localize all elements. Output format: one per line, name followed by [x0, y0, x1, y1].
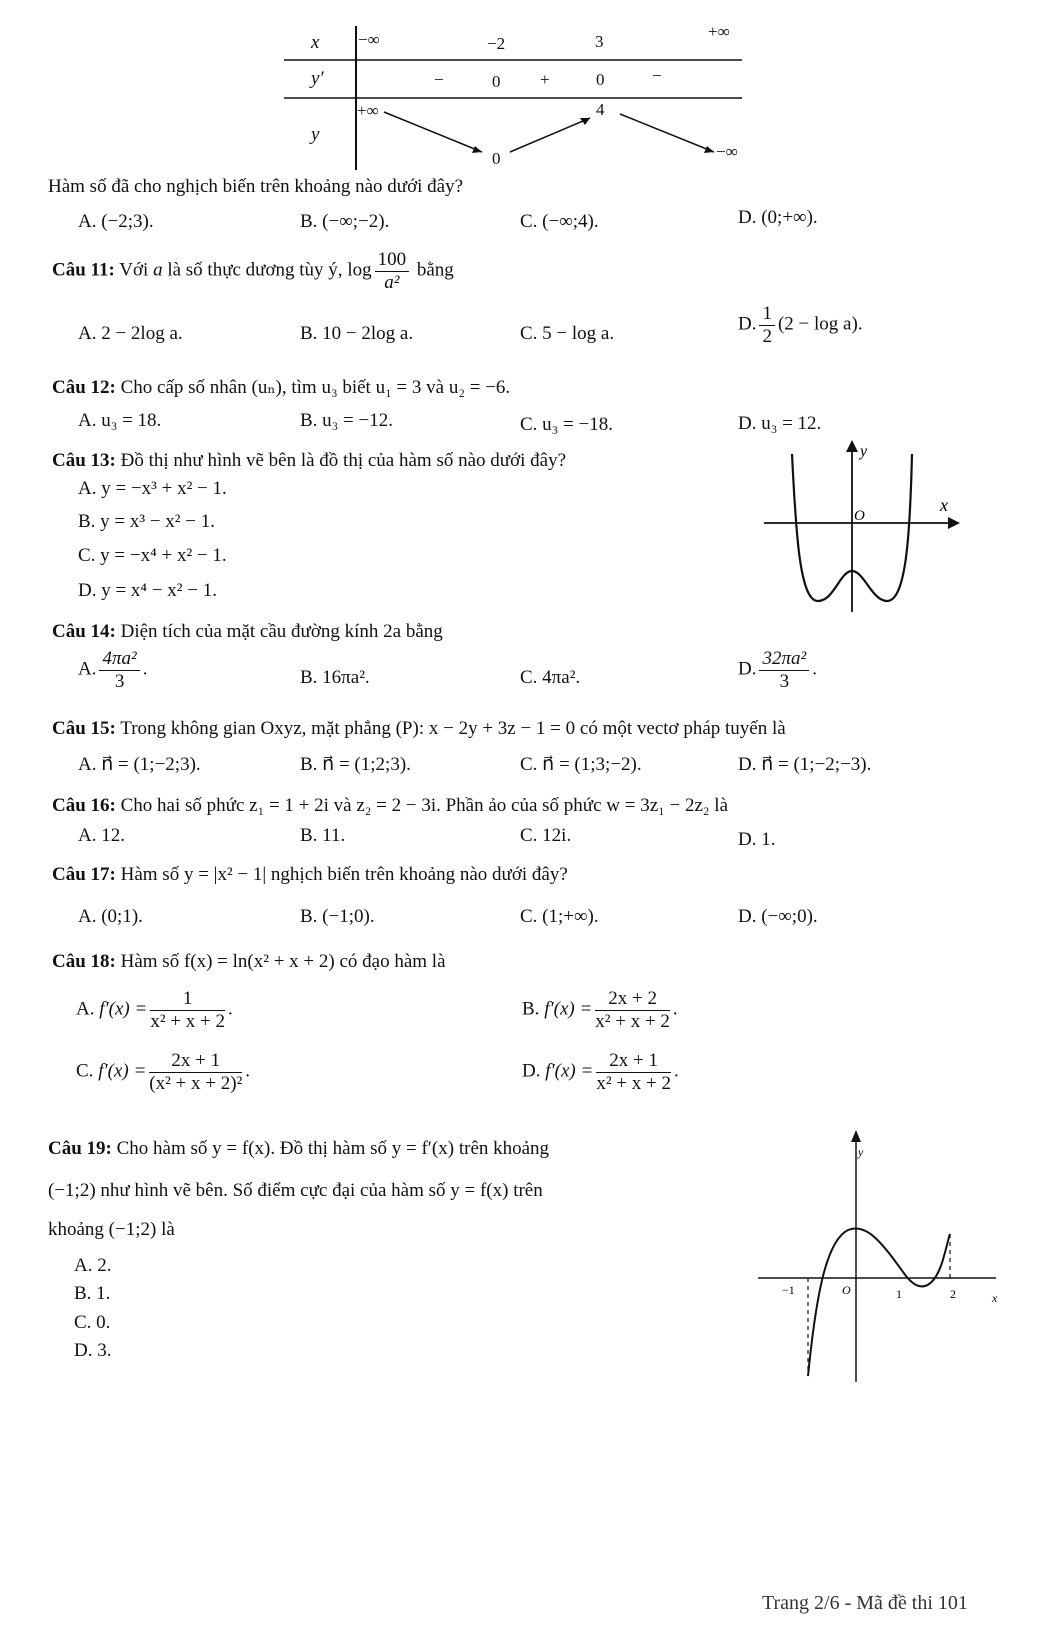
q19-line1-text: Cho hàm số y = f(x). Đồ thị hàm số y = f′(x) trên khoảng	[116, 1138, 550, 1159]
q19-tick-1: 1	[896, 1287, 902, 1301]
q16-label: Câu 16:	[52, 795, 116, 816]
q18-option-a-fraction	[150, 988, 225, 1033]
q18-option-a-lhs: f′(x) =	[99, 998, 148, 1020]
q17-option-a: A. (0;1).	[78, 906, 143, 927]
q13-y-label: y	[860, 443, 868, 460]
q13-option-d: D. y = x⁴ − x² − 1.	[78, 580, 217, 601]
q18-option-d-fraction	[596, 1050, 671, 1095]
q11-option-d	[738, 303, 863, 348]
q13-graph	[760, 436, 965, 616]
q18-option-b-dot: .	[672, 998, 678, 1020]
q12-question	[52, 376, 510, 399]
q18-option-d-lhs: f′(x) =	[545, 1060, 594, 1082]
q18-option-b-fraction	[595, 988, 670, 1033]
q19-option-b: B. 1.	[74, 1283, 111, 1304]
q14-option-d: D. $\frac{\text{32πa²}}{3}$ .	[738, 648, 817, 692]
q18-option-b-den: x² + x + 2	[595, 1010, 670, 1032]
q11-option-d-rest: (2 − log a).	[777, 313, 863, 335]
q19-y-arrow-icon	[851, 1130, 861, 1142]
q13-x-arrow-icon	[948, 517, 960, 529]
q10-option-a: A. (−2;3).	[78, 211, 154, 232]
q13-label: Câu 13:	[52, 450, 116, 471]
q11-log: log	[347, 259, 372, 281]
q14-text: Diện tích của mặt cầu đường kính 2a bằng	[120, 621, 443, 642]
q16-question	[52, 795, 728, 817]
q13-text: Đồ thị như hình vẽ bên là đồ thị của hàm số nào dưới đây?	[120, 450, 567, 471]
q15-label: Câu 15:	[52, 718, 116, 739]
q18-option-d-dot: .	[673, 1060, 679, 1082]
q10-option-b: B. (−∞;−2).	[300, 211, 390, 232]
q18-label: Câu 18:	[52, 951, 116, 972]
q16-option-c: C. 12i.	[520, 825, 572, 846]
q18-option-a-num: 1	[150, 988, 225, 1011]
q14-option-a-fraction	[99, 648, 139, 693]
q18-text: Hàm số f(x) = ln(x² + x + 2) có đạo hàm là	[120, 951, 446, 972]
vt-yprime-zero1: 0	[492, 72, 501, 91]
q12-option-a: A. u₃ = 18.	[78, 410, 162, 431]
q18-option-a-dot: .	[227, 998, 233, 1020]
page-footer: Trang 2/6 - Mã đề thi 101	[762, 1592, 968, 1614]
q17-option-d: D. (−∞;0).	[738, 906, 818, 927]
q17-text: Hàm số y = |x² − 1| nghịch biến trên khoảng nào dưới đây?	[120, 864, 568, 885]
q18-option-c-num: 2x + 1	[149, 1050, 242, 1073]
q13-option-a: A. y = −x³ + x² − 1.	[78, 478, 227, 499]
q10-option-c: C. (−∞;4).	[520, 211, 599, 232]
q11-question	[52, 249, 454, 294]
variation-table-lines	[280, 22, 750, 172]
q13-option-c: C. y = −x⁴ + x² − 1.	[78, 545, 227, 566]
q12-label: Câu 12:	[52, 377, 116, 398]
q19-curve	[808, 1228, 950, 1376]
q16-option-b: B. 11.	[300, 825, 346, 846]
q13-y-arrow-icon	[846, 440, 858, 452]
q19-tick-2: 2	[950, 1287, 956, 1301]
vt-x-3: 3	[595, 32, 604, 51]
q11-option-b: B. 10 − 2log a.	[300, 323, 414, 344]
vt-yprime-label: y′	[311, 68, 324, 89]
q18-option-b-label: B.	[522, 998, 540, 1020]
vt-yprime-zero2: 0	[596, 70, 605, 89]
q14-question	[52, 621, 443, 643]
q18-option-c-den: (x² + x + 2)²	[149, 1072, 243, 1094]
q11-option-d-fraction	[759, 303, 775, 348]
q16-option-d: D. 1.	[738, 829, 776, 850]
q18-option-d-label: D.	[522, 1060, 541, 1082]
q14-label: Câu 14:	[52, 621, 116, 642]
q19-tick-neg1: −1	[782, 1283, 795, 1297]
q14-option-a-den: 3	[114, 670, 125, 692]
q19-line2: (−1;2) như hình vẽ bên. Số điểm cực đại của hàm số y = f(x) trên	[48, 1180, 543, 1201]
q12-option-c: C. u₃ = −18.	[520, 414, 613, 435]
q18-option-d-num: 2x + 1	[596, 1050, 671, 1073]
q11-num: 100	[375, 249, 410, 272]
q15-text: Trong không gian Oxyz, mặt phẳng (P): x − 2y + 3z − 1 = 0 có một vectơ pháp tuyến là	[120, 718, 786, 739]
q11-den: a²	[384, 271, 400, 293]
q19-label: Câu 19:	[48, 1138, 112, 1159]
q11-text-b: là số thực dương tùy ý,	[167, 259, 343, 281]
vt-y-plus-inf: +∞	[357, 101, 379, 120]
q11-option-c: C. 5 − log a.	[520, 323, 615, 344]
vt-y-zero: 0	[492, 149, 501, 168]
q12-text: Cho cấp số nhân (uₙ), tìm u₃ biết u₁ = 3 và u₂ = −6.	[120, 377, 511, 398]
q11-text-a: Với	[119, 259, 149, 281]
q16-option-a: A. 12.	[78, 825, 125, 846]
q11-label: Câu 11:	[52, 259, 115, 281]
q14-option-d-fraction	[759, 648, 809, 693]
q14-option-d-num: 32πa²	[759, 648, 809, 671]
q18-question	[52, 951, 446, 973]
q10-text: Hàm số đã cho nghịch biến trên khoảng nào dưới đây?	[48, 176, 464, 197]
q18-option-c-label: C.	[76, 1060, 94, 1082]
q11-option-a: A. 2 − 2log a.	[78, 323, 183, 344]
q18-option-a	[76, 988, 233, 1033]
q10-option-d: D. (0;+∞).	[738, 207, 818, 228]
q11-text-c: bằng	[416, 259, 454, 281]
q18-option-d	[522, 1050, 679, 1095]
q19-y-label: y	[858, 1145, 864, 1159]
q15-option-c: C. n⃗ = (1;3;−2).	[520, 754, 642, 775]
q18-option-b-num: 2x + 2	[595, 988, 670, 1011]
q18-option-d-den: x² + x + 2	[596, 1072, 671, 1094]
q12-option-d: D. u₃ = 12.	[738, 413, 822, 434]
q13-x-label: x	[940, 495, 948, 515]
q14-option-c: C. 4πa².	[520, 667, 581, 688]
q14-option-a-num: 4πa²	[99, 648, 139, 671]
q19-graph	[756, 1126, 1006, 1386]
q18-option-a-label: A.	[76, 998, 95, 1020]
q16-text: Cho hai số phức z₁ = 1 + 2i và z₂ = 2 − 3i. Phần ảo của số phức w = 3z₁ − 2z₂ là	[120, 795, 729, 816]
q18-option-c-dot: .	[245, 1060, 251, 1082]
q19-line3: khoảng (−1;2) là	[48, 1219, 175, 1240]
q17-option-c: C. (1;+∞).	[520, 906, 599, 927]
q19-option-d: D. 3.	[74, 1340, 112, 1361]
q15-option-d: D. n⃗ = (1;−2;−3).	[738, 754, 872, 775]
q18-option-c	[76, 1050, 250, 1095]
vt-x-neg2: −2	[487, 34, 506, 53]
q13-option-b: B. y = x³ − x² − 1.	[78, 511, 215, 532]
q14-option-b: B. 16πa².	[300, 667, 370, 688]
q13-question	[52, 450, 566, 472]
q19-option-a: A. 2.	[74, 1255, 112, 1276]
q18-option-a-den: x² + x + 2	[150, 1010, 225, 1032]
q18-option-b-lhs: f′(x) =	[544, 998, 593, 1020]
vt-yprime-sign1: −	[434, 70, 444, 89]
vt-x-plus-inf: +∞	[708, 22, 730, 41]
q17-option-b: B. (−1;0).	[300, 906, 375, 927]
q11-option-d-label: D.	[738, 313, 757, 335]
vt-y-label: y	[311, 124, 320, 145]
q18-option-c-lhs: f′(x) =	[98, 1060, 147, 1082]
q18-option-c-fraction	[149, 1050, 242, 1095]
q15-question	[52, 718, 786, 740]
q15-option-a: A. n⃗ = (1;−2;3).	[78, 754, 201, 775]
q19-option-c: C. 0.	[74, 1312, 111, 1333]
q19-tick-origin: O	[842, 1283, 851, 1297]
q19-x-label: x	[992, 1291, 998, 1305]
vt-x-label: x	[311, 32, 320, 53]
vt-yprime-sign3: −	[652, 66, 662, 85]
vt-y-minus-inf: −∞	[716, 142, 738, 161]
q14-option-a: A. $\frac{\text{4πa²}}{3}$ .	[78, 648, 148, 692]
q17-question	[52, 864, 568, 886]
q11-option-d-num: 1	[759, 303, 775, 326]
q12-option-b: B. u₃ = −12.	[300, 410, 393, 431]
vt-x-minus-inf: −∞	[358, 30, 380, 49]
q13-origin-label: O	[854, 508, 865, 524]
q18-option-b	[522, 988, 678, 1033]
q14-option-d-label: D.	[738, 658, 757, 680]
vt-yprime-sign2: +	[540, 70, 550, 89]
q14-option-d-den: 3	[779, 670, 790, 692]
vt-y-four: 4	[596, 100, 605, 119]
q15-option-b: B. n⃗ = (1;2;3).	[300, 754, 411, 775]
q19-line1	[48, 1138, 549, 1160]
q11-fraction	[375, 249, 410, 294]
q17-label: Câu 17:	[52, 864, 116, 885]
q14-option-a-label: A.	[78, 658, 97, 680]
q11-var: a	[153, 259, 163, 281]
q11-option-d-den: 2	[762, 325, 772, 347]
